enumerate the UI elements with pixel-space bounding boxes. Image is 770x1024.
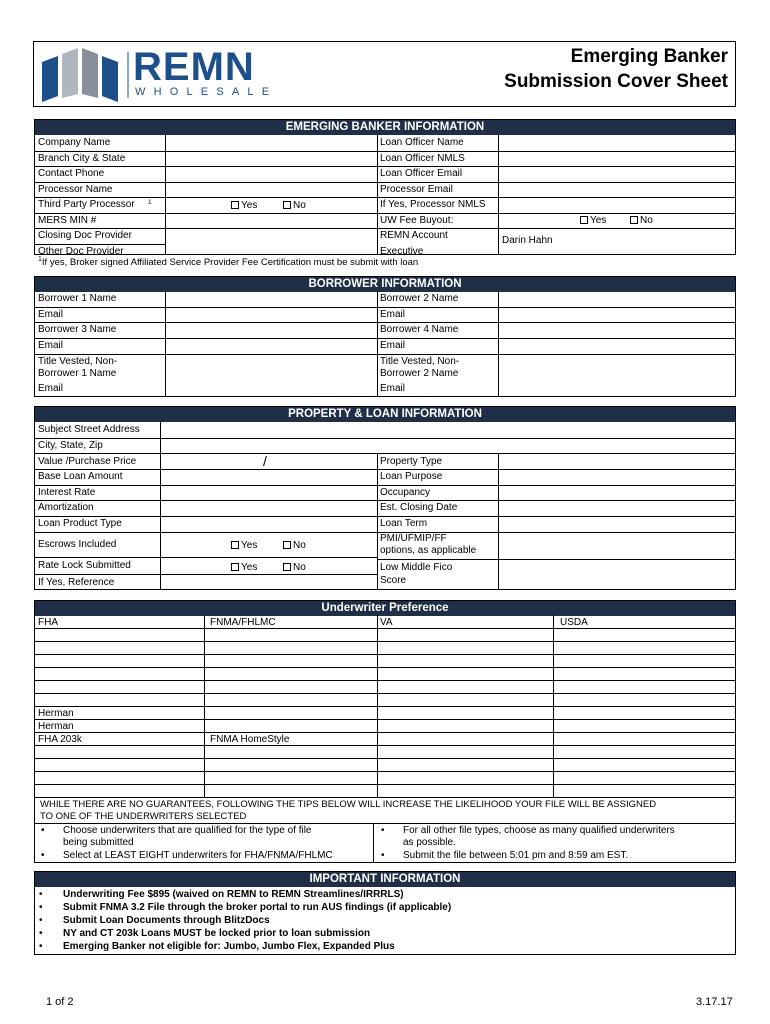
row-divider <box>34 485 736 486</box>
important-item: • NY and CT 203k Loans MUST be locked prior to loan submission <box>63 928 370 940</box>
banker-field-label: Third Party Processor <box>38 199 135 210</box>
borrower-field-label: Borrower 3 Name <box>38 324 117 335</box>
property-field-label: Low Middle Fico <box>380 562 453 573</box>
tips-disclaimer: WHILE THERE ARE NO GUARANTEES, FOLLOWING THE TIPS BELOW WILL INCREASE THE LIKELIHOOD YOUR FILE WILL BE ASSIGNED <box>40 799 657 810</box>
row-divider <box>34 693 736 694</box>
checkbox-label: Yes <box>241 200 258 211</box>
checkbox-label: Yes <box>590 215 607 226</box>
row-divider <box>34 823 736 824</box>
tip-bullet: • Choose underwriters that are qualified for the type of file <box>63 825 311 837</box>
important-item: • Submit Loan Documents through BlitzDocs <box>63 915 270 927</box>
row-divider <box>34 516 736 517</box>
checkbox-label: No <box>293 540 306 551</box>
row-divider <box>34 213 736 214</box>
banker-field-label: Loan Officer NMLS <box>380 153 465 164</box>
banker-field-label: If Yes, Processor NMLS <box>380 199 486 210</box>
important-heading: IMPORTANT INFORMATION <box>35 872 735 887</box>
row-divider <box>34 758 736 759</box>
row-divider <box>34 338 736 339</box>
underwriter-name: FNMA HomeStyle <box>210 734 290 745</box>
banker-field-label: Branch City & State <box>38 153 126 164</box>
property-field-label: Value /Purchase Price <box>38 456 137 467</box>
borrower-field-label: Borrower 1 Name <box>38 368 117 379</box>
checkbox-icon[interactable] <box>231 541 239 549</box>
property-field-label: Property Type <box>380 456 443 467</box>
borrower-field-label: Email <box>38 309 64 320</box>
borrower-field-label: Email <box>38 383 64 394</box>
underwriter-column-header: FNMA/FHLMC <box>210 617 276 628</box>
logo-subtext: WHOLESALE <box>135 86 278 98</box>
row-divider <box>34 667 736 668</box>
borrower-field-label: Borrower 4 Name <box>380 324 459 335</box>
row-divider <box>34 182 736 183</box>
underwriter-column-header: USDA <box>560 617 588 628</box>
row-divider <box>34 151 736 152</box>
property-field-label: Est. Closing Date <box>380 502 458 513</box>
important-item: • Underwriting Fee $895 (waived on REMN to REMN Streamlines/IRRRLS) <box>63 889 404 901</box>
third-party-yes[interactable] <box>231 200 257 212</box>
property-field-label: City, State, Zip <box>38 440 103 451</box>
logo-text: REMN <box>133 45 255 89</box>
property-field-label: Amortization <box>38 502 94 513</box>
important-item: • Submit FNMA 3.2 File through the broker portal to run AUS findings (if applicable) <box>63 902 451 914</box>
tip-bullet: • Submit the file between 5:01 pm and 8:59 am EST. <box>403 850 628 862</box>
checkbox-icon[interactable] <box>630 216 638 224</box>
rate-lock-no[interactable] <box>283 562 306 574</box>
tip-continuation: being submitted <box>63 837 134 848</box>
borrower-field-label: Borrower 2 Name <box>380 368 459 379</box>
underwriter-heading: Underwriter Preference <box>35 601 735 616</box>
checkbox-icon[interactable] <box>283 201 291 209</box>
banker-field-label: Company Name <box>38 137 111 148</box>
column-divider <box>377 135 378 255</box>
column-divider <box>377 453 378 590</box>
borrower-field-label: Email <box>380 340 406 351</box>
uw-buyout-no[interactable] <box>630 215 653 227</box>
account-executive-value: Darin Hahn <box>502 235 553 246</box>
checkbox-label: Yes <box>241 562 258 573</box>
banker-field-label: Contact Phone <box>38 168 105 179</box>
banker-field-label: Closing Doc Provider <box>38 230 132 241</box>
borrower-heading: BORROWER INFORMATION <box>35 277 735 292</box>
checkbox-label: No <box>293 562 306 573</box>
property-heading: PROPERTY & LOAN INFORMATION <box>35 407 735 422</box>
column-divider <box>373 823 374 863</box>
property-field-label: Occupancy <box>380 487 431 498</box>
superscript-marker: 1 <box>148 199 152 206</box>
row-divider <box>34 654 736 655</box>
column-divider <box>498 135 499 255</box>
important-item: • Emerging Banker not eligible for: Jumbo, Jumbo Flex, Expanded Plus <box>63 941 395 953</box>
escrows-no[interactable] <box>283 540 306 552</box>
checkbox-icon[interactable] <box>283 563 291 571</box>
row-divider <box>34 574 377 575</box>
price-separator: / <box>263 453 267 469</box>
property-field-label: Subject Street Address <box>38 424 140 435</box>
column-divider <box>165 135 166 255</box>
banker-field-label: REMN Account <box>380 230 448 241</box>
tip-bullet: • For all other file types, choose as many qualified underwriters <box>403 825 675 837</box>
row-divider <box>34 641 736 642</box>
checkbox-icon[interactable] <box>231 201 239 209</box>
borrower-field-label: Borrower 1 Name <box>38 293 117 304</box>
banker-heading: EMERGING BANKER INFORMATION <box>35 120 735 135</box>
underwriter-column-header: FHA <box>38 617 58 628</box>
banker-field-label: Processor Name <box>38 184 113 195</box>
row-divider <box>34 307 736 308</box>
row-divider <box>34 396 736 397</box>
tip-bullet: • Select at LEAST EIGHT underwriters for FHA/FNMA/FHLMC <box>63 850 333 862</box>
row-divider <box>34 784 736 785</box>
uw-buyout-yes[interactable] <box>580 215 606 227</box>
banker-field-label: Processor Email <box>380 184 453 195</box>
underwriter-column-header: VA <box>380 617 393 628</box>
property-field-label: options, as applicable <box>380 545 477 556</box>
property-field-label: Loan Purpose <box>380 471 443 482</box>
checkbox-icon[interactable] <box>283 541 291 549</box>
checkbox-icon[interactable] <box>580 216 588 224</box>
borrower-field-label: Title Vested, Non- <box>380 356 460 367</box>
banker-field-label: Executive <box>380 246 424 257</box>
escrows-yes[interactable] <box>231 540 257 552</box>
tip-continuation: as possible. <box>403 837 456 848</box>
property-field-label: Loan Term <box>380 518 428 529</box>
row-divider <box>34 500 736 501</box>
property-field-label: Score <box>380 575 407 586</box>
banker-field-label: Loan Officer Name <box>380 137 464 148</box>
checkbox-icon[interactable] <box>231 563 239 571</box>
row-divider <box>34 771 736 772</box>
row-divider <box>34 228 736 229</box>
underwriter-name: Herman <box>38 708 74 719</box>
row-divider <box>34 797 736 798</box>
underwriter-name: FHA 203k <box>38 734 82 745</box>
property-field-label: Loan Product Type <box>38 518 122 529</box>
row-divider <box>34 453 736 454</box>
row-divider <box>377 559 736 560</box>
checkbox-label: No <box>640 215 653 226</box>
row-divider <box>34 322 736 323</box>
row-divider <box>34 732 736 733</box>
page-number: 1 of 2 <box>46 996 74 1008</box>
row-divider <box>34 438 736 439</box>
borrower-field-label: Title Vested, Non- <box>38 356 118 367</box>
column-divider <box>160 422 161 590</box>
property-field-label: Escrows Included <box>38 539 117 550</box>
tips-disclaimer: TO ONE OF THE UNDERWRITERS SELECTED <box>40 811 247 822</box>
row-divider <box>34 680 736 681</box>
banker-field-label: Other Doc Provider <box>38 246 124 257</box>
column-divider <box>498 453 499 590</box>
banker-field-label: UW Fee Buyout: <box>380 215 454 226</box>
row-divider <box>34 197 736 198</box>
property-field-label: Base Loan Amount <box>38 471 123 482</box>
row-divider <box>34 354 736 355</box>
banker-footnote: $^1$If yes, Broker signed Affiliated Service Provider Fee Certification must be submit with loan <box>38 256 419 269</box>
property-field-label: If Yes, Reference <box>38 577 115 588</box>
row-divider <box>34 557 377 558</box>
property-field-label: Rate Lock Submitted <box>38 560 131 571</box>
row-divider <box>34 706 736 707</box>
banker-field-label: MERS MIN # <box>38 215 97 226</box>
borrower-field-label: Email <box>380 309 406 320</box>
property-field-label: PMI/UFMIP/FF <box>380 533 447 544</box>
page-title: Emerging Banker Submission Cover Sheet <box>504 46 728 92</box>
row-divider <box>34 244 165 245</box>
borrower-field-label: Borrower 2 Name <box>380 293 459 304</box>
version-number: 3.17.17 <box>696 996 733 1008</box>
checkbox-label: Yes <box>241 540 258 551</box>
rate-lock-yes[interactable] <box>231 562 257 574</box>
row-divider <box>34 745 736 746</box>
borrower-field-label: Email <box>38 340 64 351</box>
banker-field-label: Loan Officer Email <box>380 168 463 179</box>
row-divider <box>34 469 736 470</box>
third-party-no[interactable] <box>283 200 306 212</box>
borrower-field-label: Email <box>380 383 406 394</box>
row-divider <box>34 719 736 720</box>
underwriter-name: Herman <box>38 721 74 732</box>
checkbox-label: No <box>293 200 306 211</box>
property-field-label: Interest Rate <box>38 487 96 498</box>
row-divider <box>34 166 736 167</box>
